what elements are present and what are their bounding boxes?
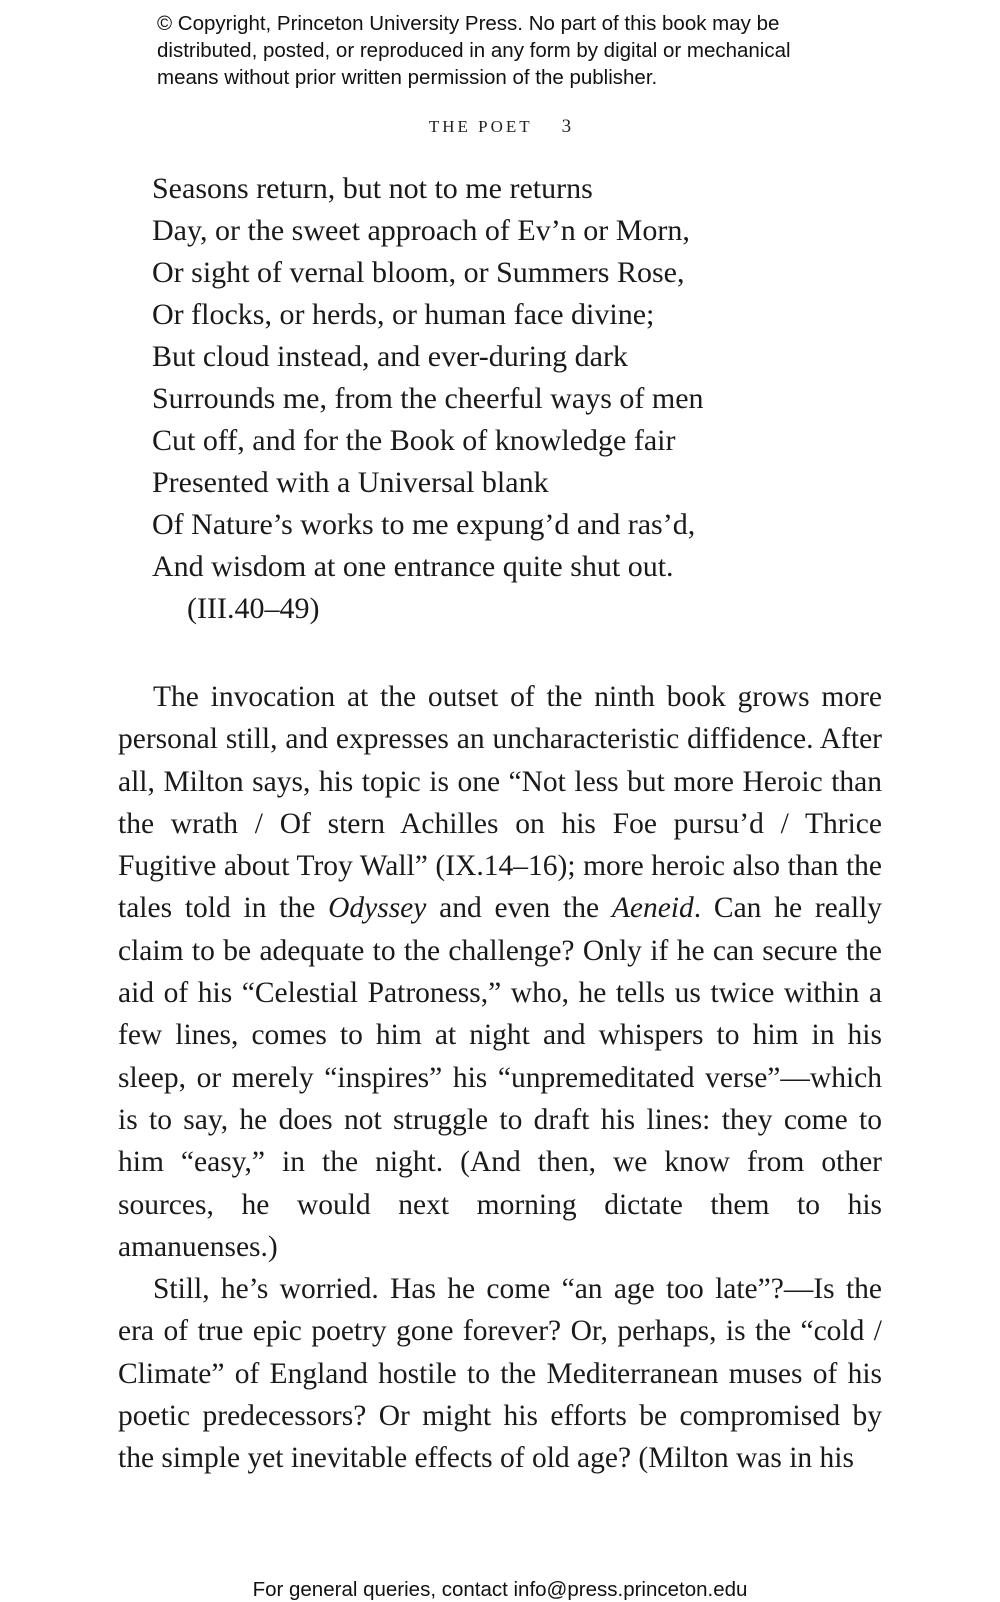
- paragraph-1-text-c: . Can he really claim to be adequate to the challenge? Only if he can secure the aid of his “Celestial Patroness,” who, he tells us twice within a few lines, comes to him at night and whispers to him in his sleep, or merely “inspires” his “unpremeditated verse”—which is to say, he does not struggle to draft his lines: they come to him “easy,” in the night. (And then, we know from other sources, he would next morning dictate them to his amanuenses.): [118, 892, 882, 1263]
- poem-line: Surrounds me, from the cheerful ways of men: [152, 382, 704, 415]
- poem-quotation: [152, 168, 704, 630]
- poem-line: And wisdom at one entrance quite shut out.: [152, 550, 674, 583]
- copyright-notice: [157, 10, 877, 91]
- odyssey-title: Odyssey: [328, 892, 427, 925]
- paragraph-1: [118, 676, 882, 1268]
- paragraph-1-text-b: and even the: [426, 892, 612, 925]
- copyright-line: distributed, posted, or reproduced in any form by digital or mechanical: [157, 39, 791, 62]
- poem-citation: (III.40–49): [187, 592, 320, 625]
- paragraph-1-text-a: The invocation at the outset of the ninth book grows more personal still, and expresses an uncharacteristic diffidence. After all, Milton says, his topic is one “Not less but more Heroic than the wrath / Of stern Achilles on his Foe pursu’d / Thrice Fugitive about Troy Wall” (IX.14–16); more heroic also than the tales told in the: [118, 681, 882, 925]
- copyright-line: © Copyright, Princeton University Press. No part of this book may be: [157, 12, 780, 35]
- page-number: 3: [561, 116, 572, 137]
- poem-line: Day, or the sweet approach of Ev’n or Morn,: [152, 214, 690, 247]
- poem-line: Or flocks, or herds, or human face divine;: [152, 298, 655, 331]
- poem-line: But cloud instead, and ever-during dark: [152, 340, 628, 373]
- poem-line: Or sight of vernal bloom, or Summers Rose,: [152, 256, 685, 289]
- poem-line: Presented with a Universal blank: [152, 466, 549, 499]
- poem-line: Of Nature’s works to me expung’d and ras’d,: [152, 508, 696, 541]
- footer-contact: For general queries, contact info@press.princeton.edu: [252, 1578, 748, 1601]
- body-text: [118, 676, 882, 1480]
- running-head-title: THE POET: [428, 117, 533, 136]
- copyright-line: means without prior written permission of the publisher.: [157, 66, 658, 89]
- poem-line: Cut off, and for the Book of knowledge fair: [152, 424, 676, 457]
- aeneid-title: Aeneid: [611, 892, 694, 925]
- running-head: [0, 116, 1000, 138]
- paragraph-2: Still, he’s worried. Has he come “an age too late”?—Is the era of true epic poetry gone forever? Or, perhaps, is the “cold / Climate” of England hostile to the Mediterranean muses of his poetic predecessors? Or might his efforts be compromised by the simple yet inevitable effects of old age? (Milton was in his: [118, 1273, 882, 1475]
- poem-line: Seasons return, but not to me returns: [152, 172, 593, 205]
